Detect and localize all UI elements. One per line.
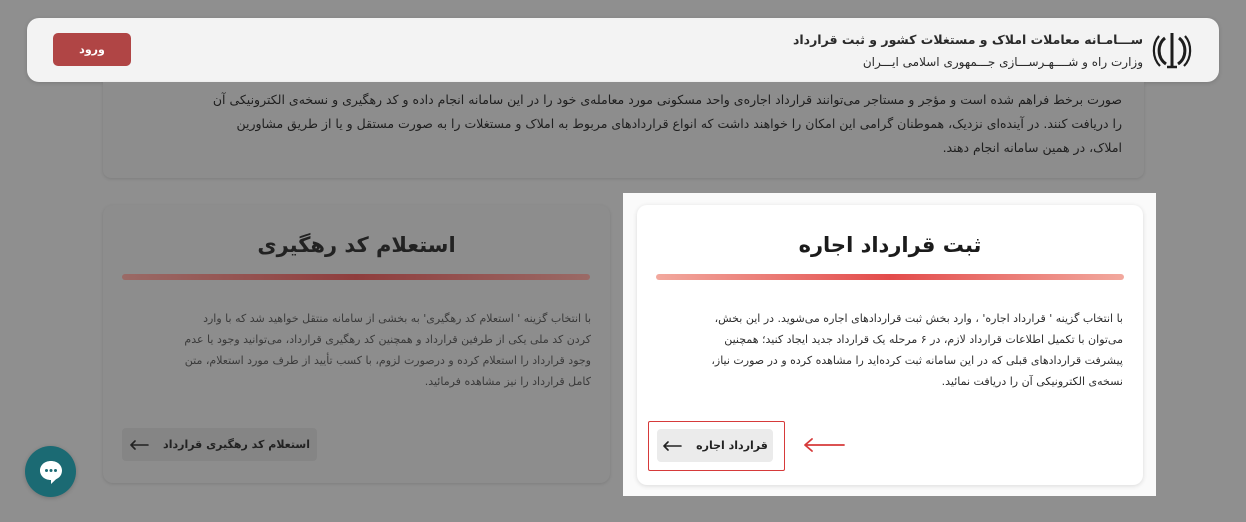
- description-line: کردن کد ملی یکی از طرفین قرارداد و همچنین کد رهگیری قرارداد، می‌توانید وجود یا عدم: [184, 333, 591, 346]
- lease-contract-button[interactable]: [657, 429, 773, 462]
- description-line: نسخه‌ی الکترونیکی آن را دریافت نمائید.: [941, 375, 1123, 388]
- tracking-code-inquiry-button[interactable]: [122, 428, 317, 461]
- inquiry-card: [103, 205, 610, 483]
- lease-contract-label: قرارداد اجاره: [696, 439, 768, 452]
- site-subtitle: وزارت راه و شــــهـرســـازی جـــمهوری اسلامی ایـــران: [862, 55, 1143, 69]
- intro-line: صورت برخط فراهم شده است و مؤجر و مستاجر می‌توانند قرارداد اجاره‌ی واحد مسکونی مورد معامله‌ی خود را در این سامانه انجام داده و کد رهگیری و نسخه‌ی الکترونیکی آن: [212, 92, 1122, 107]
- register-card-title: ثبت قرارداد اجاره: [798, 233, 982, 257]
- inquiry-card-divider: [122, 274, 590, 280]
- inquiry-card-description: [123, 308, 591, 392]
- description-line: پیشرفت قراردادهای قبلی که در این سامانه ثبت کرده‌اید را مشاهده کرده و در صورت نیاز،: [711, 354, 1123, 367]
- inquiry-card-title: استعلام کد رهگیری: [257, 233, 456, 257]
- arrow-left-icon: [129, 440, 149, 450]
- login-button[interactable]: ورود: [53, 33, 131, 66]
- register-card-divider: [656, 274, 1124, 280]
- header-titles: [793, 31, 1143, 72]
- description-line: کامل قرارداد را نیز مشاهده فرمائید.: [424, 375, 591, 388]
- arrow-left-icon: [662, 441, 682, 451]
- description-line: با انتخاب گزینه ' قرارداد اجاره' ، وارد بخش ثبت قراردادهای اجاره می‌شوید. در این بخش،: [714, 312, 1123, 325]
- register-card-description: [656, 308, 1123, 392]
- chat-button[interactable]: [25, 446, 76, 497]
- intro-line: املاک، در همین سامانه انجام دهند.: [942, 140, 1122, 155]
- description-line: می‌توان با تکمیل اطلاعات قرارداد لازم، در ۶ مرحله یک قرارداد جدید ایجاد کنید؛ همچنین: [724, 333, 1123, 346]
- tracking-code-inquiry-label: استعلام کد رهگیری قرارداد: [163, 438, 310, 451]
- site-header: [27, 18, 1219, 82]
- iran-emblem-icon: [1151, 30, 1193, 70]
- description-line: وجود قرارداد را استعلام کرده و درصورت لزوم، با کسب تأیید از طرف مورد استعلام، متن: [184, 354, 591, 367]
- description-line: با انتخاب گزینه ' استعلام کد رهگیری' به بخشی از سامانه منتقل خواهید شد که با وارد: [203, 312, 591, 325]
- chat-bubble-icon: [36, 457, 66, 487]
- intro-line: را دریافت کنند. در آینده‌ای نزدیک، هموطنان گرامی این امکان را خواهند داشت که انواع قراردادهای مربوط به املاک و مستغلات را به صورت مستقل و یا از طریق مشاورین: [236, 116, 1122, 131]
- site-title: ســـامـانه معاملات املاک و مستغلات کشور و ثبت قرارداد: [792, 32, 1143, 47]
- red-arrow-left-icon: [802, 437, 846, 453]
- intro-panel: [103, 82, 1144, 178]
